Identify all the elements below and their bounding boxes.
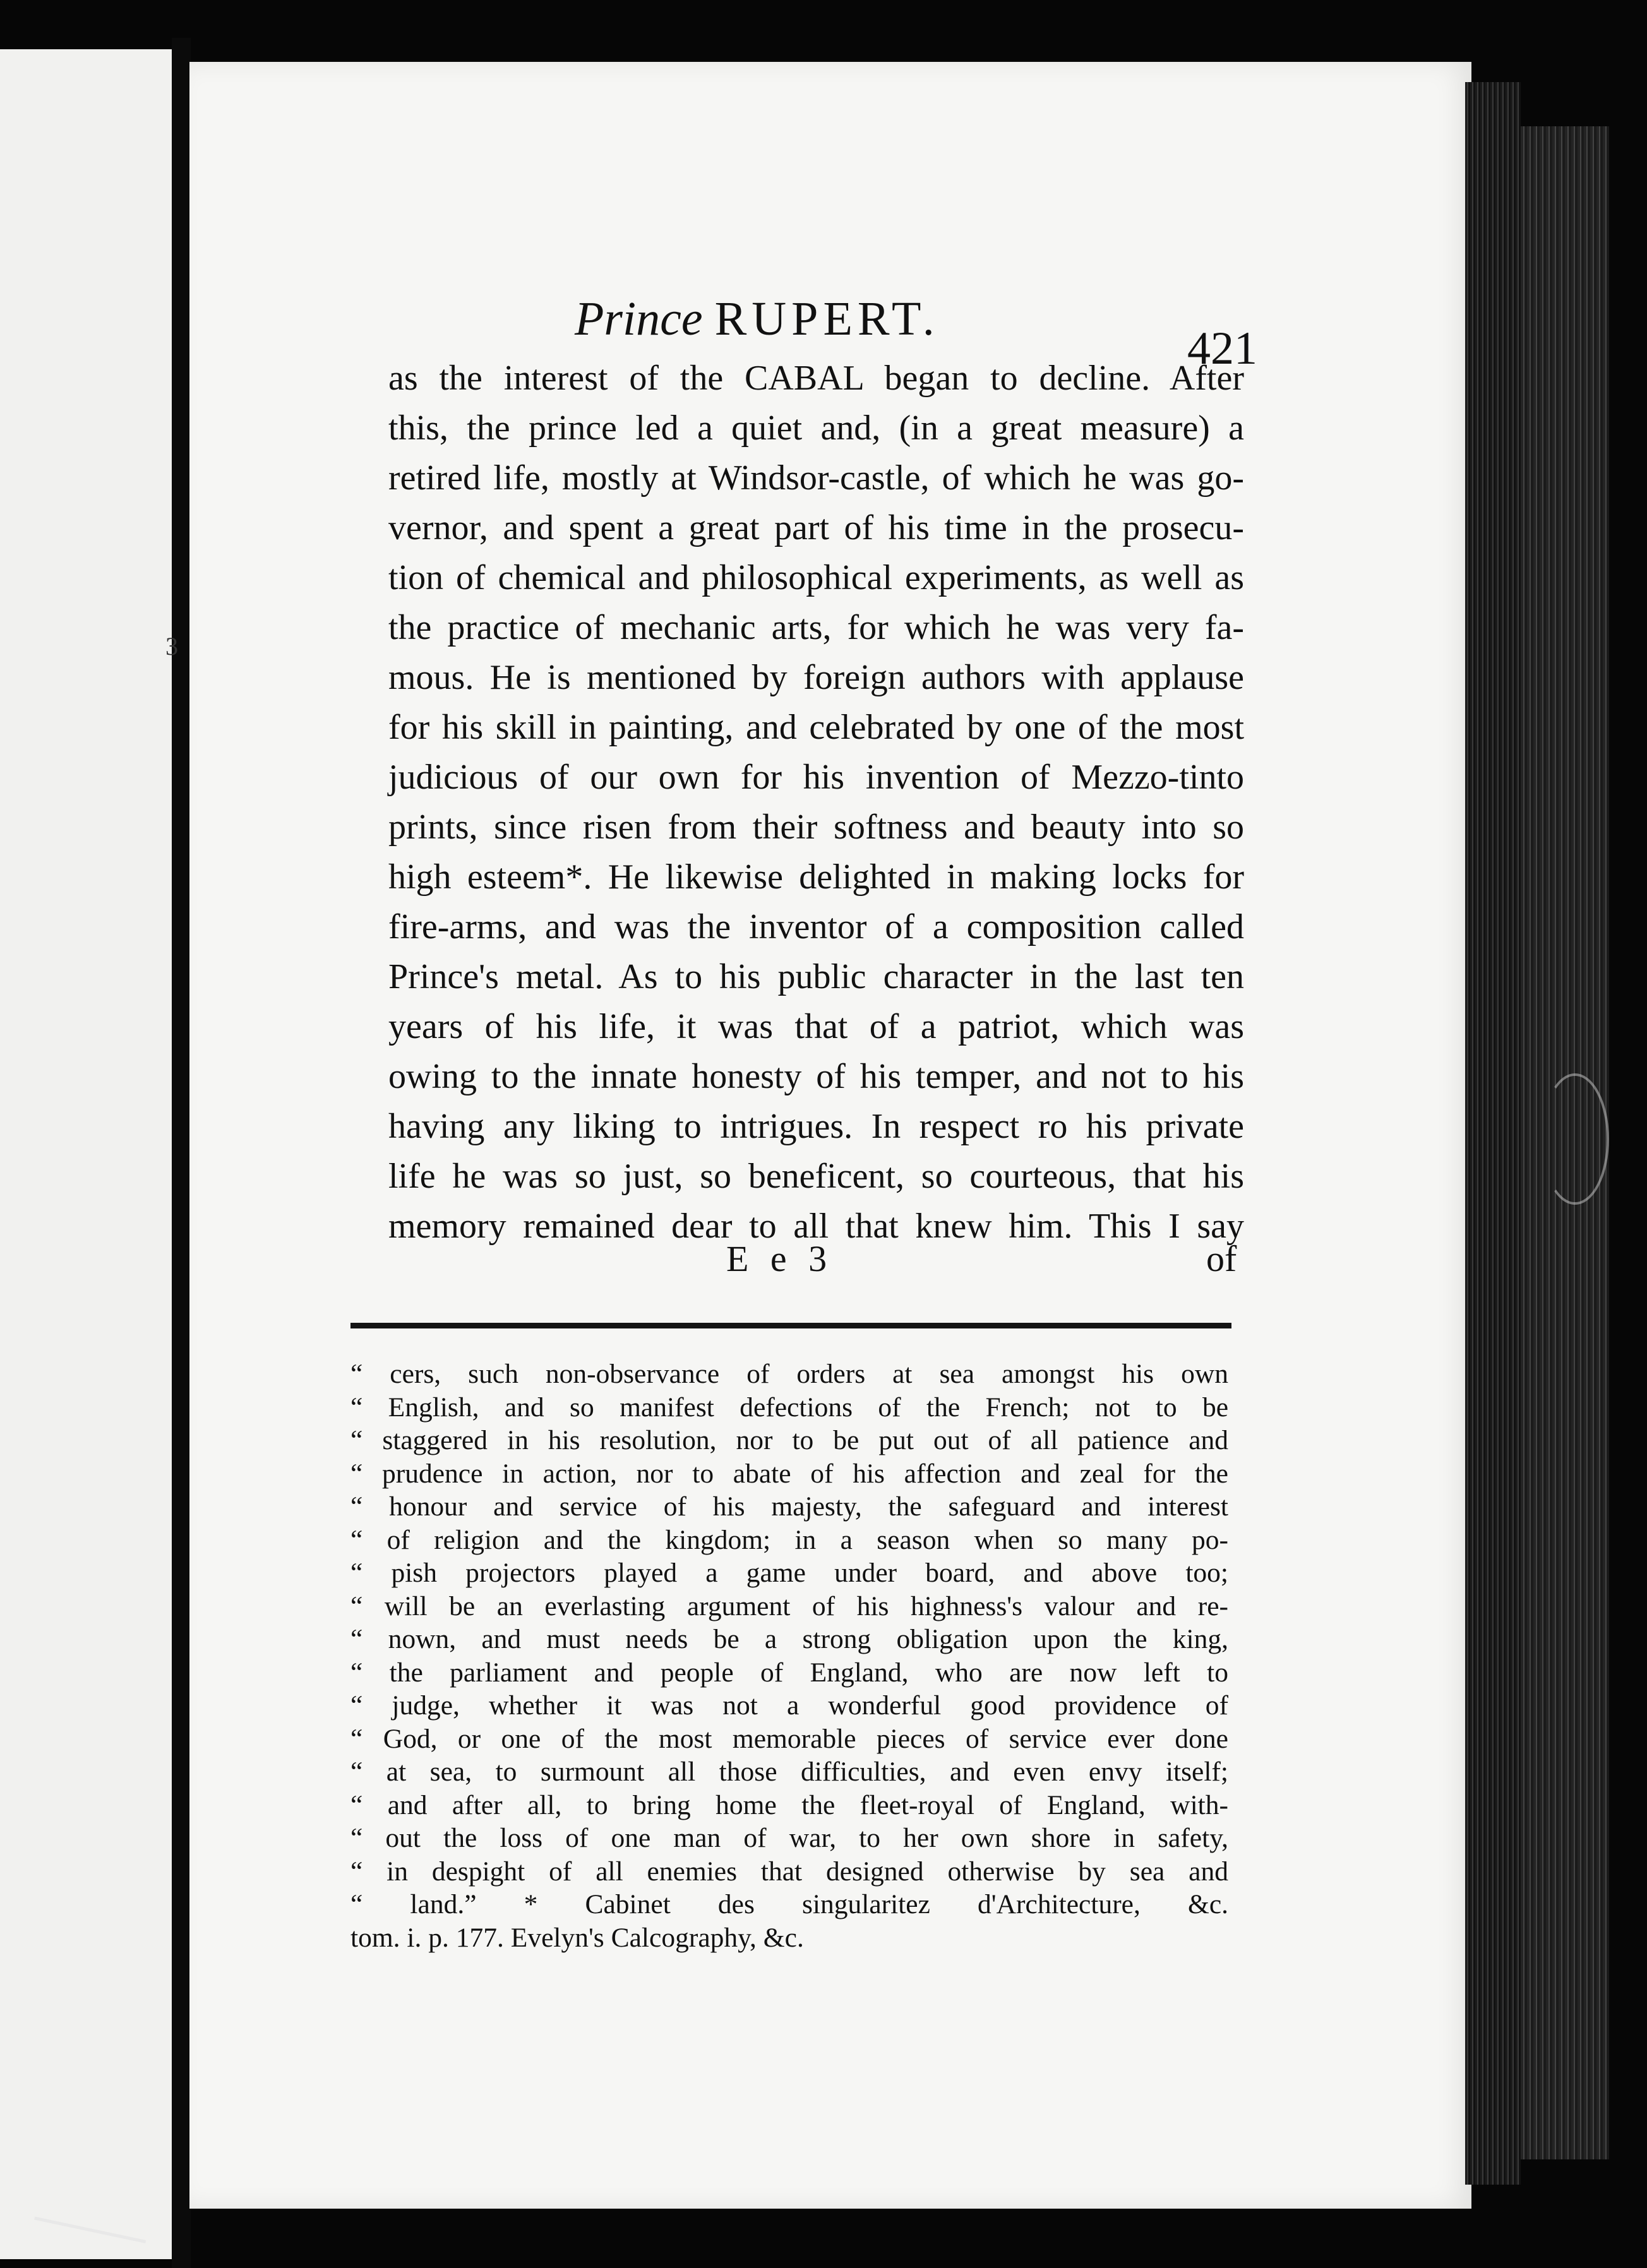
footnote-line: “ cers, such non-observance of orders at sea amongst his own	[350, 1359, 1228, 1389]
footnote-line: “ prudence in action, nor to abate of his affection and zeal for the	[350, 1458, 1228, 1489]
footnotes	[350, 1358, 1228, 1954]
body-line: this, the prince led a quiet and, (in a great measure) a	[388, 409, 1244, 448]
body-line: fire-arms, and was the inventor of a composition called	[388, 907, 1244, 946]
footnote-line: “ judge, whether it was not a wonderful good providence of	[350, 1690, 1228, 1721]
footnote-line: “ God, or one of the most memorable pieces of service ever done	[350, 1723, 1228, 1754]
footnote-line: “ at sea, to surmount all those difficulties, and even envy itself;	[350, 1757, 1228, 1787]
footnote-line: “ English, and so manifest defections of the French; not to be	[350, 1392, 1228, 1423]
body-line: life he was so just, so beneficent, so courteous, that his	[388, 1157, 1244, 1196]
body-line: prints, since risen from their softness and beauty into so	[388, 808, 1244, 847]
body-line: for his skill in painting, and celebrated by one of the most	[388, 708, 1244, 747]
footnote-line: tom. i. p. 177. Evelyn's Calcography, &c.	[350, 1922, 804, 1953]
body-line: the practice of mechanic arts, for which he was very fa-	[388, 608, 1244, 647]
footnote-line: “ nown, and must needs be a strong obligation upon the king,	[350, 1624, 1228, 1654]
footnote-line: “ and after all, to bring home the fleet-royal of England, with-	[350, 1789, 1228, 1820]
footnote-line: “ land.” * Cabinet des singularitez d'Architecture, &c.	[350, 1889, 1228, 1919]
body-line: years of his life, it was that of a patriot, which was	[388, 1007, 1244, 1046]
footnote-line: “ will be an everlasting argument of his highness's valour and re-	[350, 1591, 1228, 1621]
body-line: as the interest of the CABAL began to decline. After	[388, 359, 1244, 398]
body-line: high esteem*. He likewise delighted in making locks for	[388, 857, 1244, 897]
body-line: mous. He is mentioned by foreign authors with applause	[388, 658, 1244, 697]
body-text	[388, 354, 1244, 1251]
running-head	[575, 292, 1269, 347]
footnote-line: “ pish projectors played a game under board, and above too;	[350, 1558, 1228, 1588]
body-line: memory remained dear to all that knew him. This I say	[388, 1207, 1244, 1246]
margin-mark: 3	[165, 632, 178, 660]
body-line: tion of chemical and philosophical experiments, as well as	[388, 558, 1244, 597]
body-line: retired life, mostly at Windsor-castle, of which he was go-	[388, 458, 1244, 498]
signature-mark: E e 3	[726, 1238, 834, 1279]
page-fore-edge	[1465, 82, 1521, 2185]
body-line: having any liking to intrigues. In respect ro his private	[388, 1107, 1244, 1146]
footnote-line: “ of religion and the kingdom; in a season when so many po-	[350, 1524, 1228, 1555]
running-head-caps: RUPERT.	[714, 292, 940, 345]
stain-mark	[1541, 1073, 1609, 1205]
running-head-italic: Prince	[575, 292, 703, 345]
body-line: vernor, and spent a great part of his time in the prosecu-	[388, 508, 1244, 547]
footnote-line: “ out the loss of one man of war, to her own shore in safety,	[350, 1823, 1228, 1853]
body-line: Prince's metal. As to his public character in the last ten	[388, 957, 1244, 996]
footnote-rule	[350, 1323, 1231, 1328]
footnote-line: “ honour and service of his majesty, the safeguard and interest	[350, 1491, 1228, 1522]
page-number: 421	[1187, 323, 1257, 374]
body-line: judicious of our own for his invention of Mezzo-tinto	[388, 758, 1244, 797]
body-line: owing to the innate honesty of his temper, and not to his	[388, 1057, 1244, 1096]
footnote-line: “ staggered in his resolution, nor to be put out of all patience and	[350, 1425, 1228, 1455]
catchword: of	[1206, 1238, 1237, 1279]
footnote-line: “ in despight of all enemies that designed otherwise by sea and	[350, 1856, 1228, 1887]
facing-page	[0, 49, 174, 2259]
footnote-line: “ the parliament and people of England, who are now left to	[350, 1657, 1228, 1688]
book-gutter	[172, 38, 191, 2268]
